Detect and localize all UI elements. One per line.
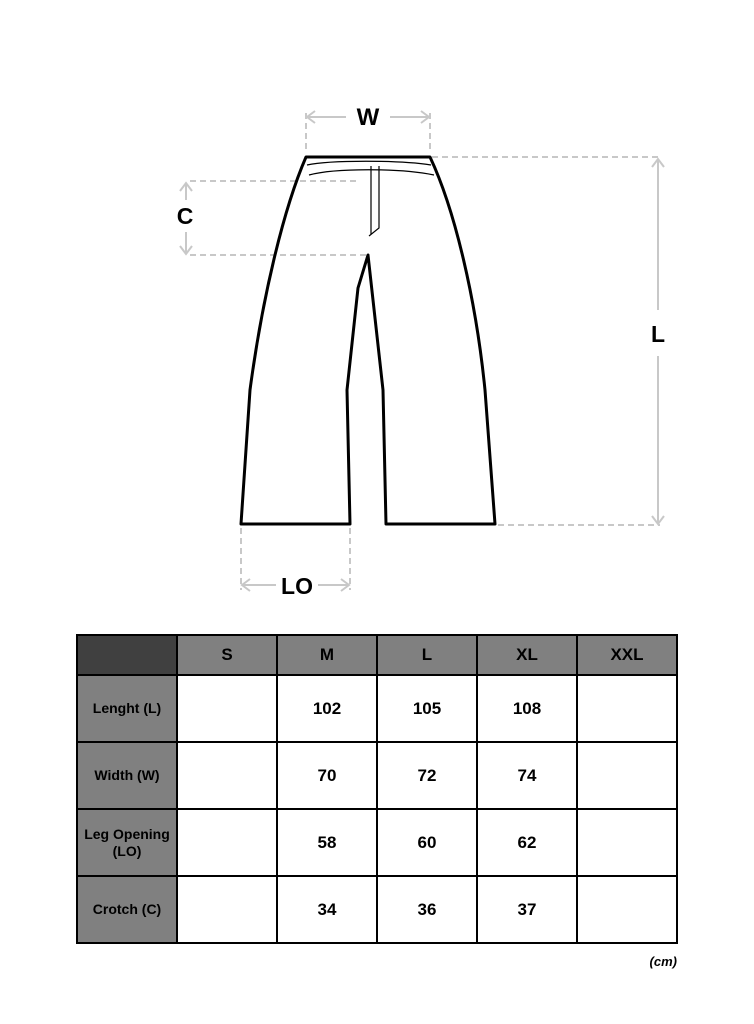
row-label-line: (LO) (112, 842, 142, 859)
size-header: M (277, 635, 377, 675)
row-label-line: Leg Opening (84, 825, 170, 842)
table-header-row (77, 635, 677, 675)
table-cell (177, 809, 277, 876)
table-cell: 102 (277, 675, 377, 742)
table-cell (177, 876, 277, 943)
row-label: Lenght (L) (77, 675, 177, 742)
table-corner-cell (77, 635, 177, 675)
table-cell (177, 675, 277, 742)
table-row (77, 809, 677, 876)
size-header: S (177, 635, 277, 675)
table-cell (577, 742, 677, 809)
unit-label: (cm) (649, 954, 677, 969)
size-header: L (377, 635, 477, 675)
table-row (77, 675, 677, 742)
length-label: L (650, 321, 666, 347)
size-header: XL (477, 635, 577, 675)
table-cell: 108 (477, 675, 577, 742)
row-label (77, 809, 177, 876)
table-cell (177, 742, 277, 809)
table-cell: 36 (377, 876, 477, 943)
row-label: Crotch (C) (77, 876, 177, 943)
table-cell: 62 (477, 809, 577, 876)
table-cell (577, 876, 677, 943)
dimension-arrows (180, 111, 664, 591)
table-cell: 34 (277, 876, 377, 943)
width-label: W (356, 104, 380, 131)
dimension-guides (190, 113, 660, 590)
crotch-label: C (176, 203, 194, 229)
table-row (77, 876, 677, 943)
pants-details (307, 161, 434, 236)
table-cell: 37 (477, 876, 577, 943)
table-cell: 105 (377, 675, 477, 742)
table-cell: 70 (277, 742, 377, 809)
size-chart-table (76, 634, 678, 944)
row-label: Width (W) (77, 742, 177, 809)
size-header: XXL (577, 635, 677, 675)
table-cell: 72 (377, 742, 477, 809)
table-row (77, 742, 677, 809)
table-cell (577, 809, 677, 876)
table-cell: 74 (477, 742, 577, 809)
table-cell (577, 675, 677, 742)
table-cell: 60 (377, 809, 477, 876)
pants-outline (241, 157, 495, 524)
leg-opening-label: LO (281, 573, 313, 599)
table-cell: 58 (277, 809, 377, 876)
